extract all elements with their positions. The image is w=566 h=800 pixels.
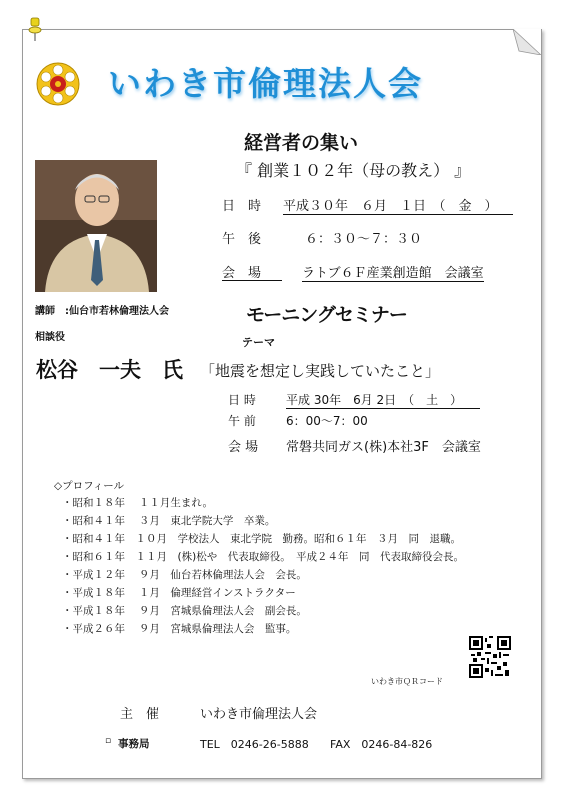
speaker-role2: 相談役 [35,332,65,343]
pushpin-icon [28,16,42,42]
event2-date-value: 平成 30年 6月 2日 （ 土 ） [286,391,480,409]
profile-item: ・昭和４１年 ３月 東北学院大学 卒業。 [62,515,276,527]
emblem-icon [36,62,80,106]
profile-item: ・平成１２年 ９月 仙台若林倫理法人会 会長。 [62,569,307,581]
org-title: いわき市倫理法人会 [108,64,423,103]
office-tel: TEL 0246-26-5888 [200,738,309,751]
event2-date-label: 日 時 [228,393,256,407]
qr-caption: いわき市ＱＲコード [371,677,443,686]
event2-theme: 「地震を想定し実践していたこと」 [200,362,441,380]
page-fold-icon [513,29,541,55]
event1-venue-value: ラトブ６Ｆ産業創造館 会議室 [302,262,484,282]
event1-theme: 『 創業１０２年（母の教え） 』 [236,161,471,180]
event1-heading: 経営者の集い [244,132,359,154]
event2-theme-label: テーマ [242,336,275,349]
event2-venue-label: 会 場 [228,440,259,455]
profile-heading: ◇プロフィール [54,480,125,492]
profile-item: ・平成１８年 ９月 宮城県倫理法人会 副会長。 [62,605,307,617]
office-bullet: ▫ [105,736,112,746]
event1-venue-underline [222,280,282,281]
event2-heading: モーニングセミナー [246,304,407,326]
event1-time-label: 午 後 [222,232,262,247]
event1-venue-label: 会 場 [222,266,262,281]
speaker-photo [35,160,157,292]
event1-date-label: 日 時 [222,199,262,214]
profile-item: ・平成１８年 １月 倫理経営インストラクター [62,587,296,599]
profile-item: ・昭和６１年 １１月 (株)松や 代表取締役。 平成２４年 同 代表取締役会長。 [62,551,464,563]
event1-time-value: ６：３０～７：３０ [305,232,423,247]
event1-date-value: 平成３０年 ６月 １日 （ 金 ） [283,195,513,215]
speaker-role: 講師 :仙台市若林倫理法人会 [35,306,169,317]
profile-item: ・昭和４１年 １０月 学校法人 東北学院 勤務。昭和６１年 ３月 同 退職。 [62,533,461,545]
event2-time-value: 6：00～7：00 [286,414,368,428]
profile-item: ・昭和１８年 １１月生まれ。 [62,497,213,509]
qr-code-icon [469,636,511,678]
event2-time-label: 午 前 [228,414,256,428]
profile-item: ・平成２６年 ９月 宮城県倫理法人会 監事。 [62,623,297,635]
office-label: 事務局 [118,738,150,750]
speaker-name: 松谷 一夫 氏 [36,358,183,382]
event2-venue-value: 常磐共同ガス(株)本社3F 会議室 [286,440,481,455]
host-value: いわき市倫理法人会 [200,707,318,722]
host-label: 主 催 [120,707,160,722]
office-fax: FAX 0246-84-826 [330,738,433,751]
